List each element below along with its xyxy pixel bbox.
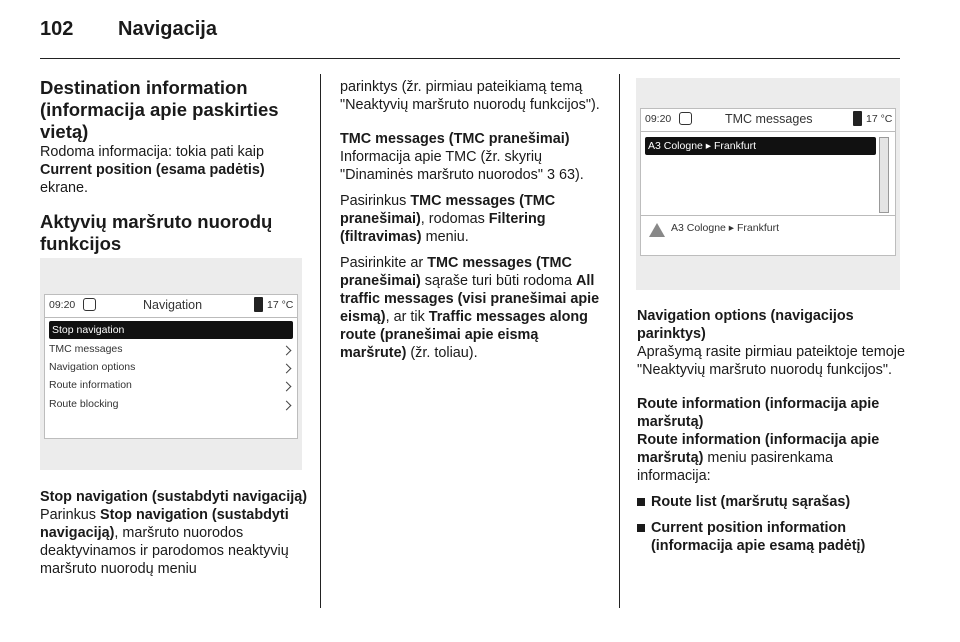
divider: [641, 215, 895, 216]
right-column: [637, 307, 905, 555]
menu-item-route-information[interactable]: Route information: [49, 379, 132, 391]
paragraph: Informacija apie TMC (žr. skyrių "Dinaminės maršruto nuorodos" 3 63).: [340, 149, 584, 183]
phone-icon: [853, 111, 862, 126]
scrollbar[interactable]: [879, 137, 889, 213]
status-bar: [45, 295, 297, 318]
stop-navigation-heading: Stop navigation (sustabdyti navigaciją): [40, 489, 308, 505]
active-guidance-heading: Aktyvių maršruto nuorodų funkcijos: [40, 211, 273, 254]
bullet-icon: [637, 524, 645, 532]
menu-item-tmc-messages[interactable]: TMC messages: [49, 343, 123, 355]
column-divider-left: [320, 74, 321, 608]
page-title: Navigacija: [118, 18, 217, 40]
chevron-right-icon: [282, 364, 292, 374]
clock-time: 09:20: [645, 113, 672, 125]
tmc-messages-heading: TMC messages (TMC pranešimai): [340, 131, 570, 147]
left-column: [40, 77, 308, 255]
menu-item-route-blocking[interactable]: Route blocking: [49, 398, 119, 410]
menu-item-stop-navigation[interactable]: Stop navigation: [49, 321, 293, 339]
left-column-lower: [40, 488, 312, 578]
menu-item-navigation-options[interactable]: Navigation options: [49, 361, 136, 373]
tmc-detail-text: A3 Cologne ▸ Frankfurt: [671, 222, 779, 234]
route-information-text: Route information (informacija apie maršrutą) meniu pasirenkama informacija:: [637, 432, 880, 484]
column-divider-right: [619, 74, 620, 608]
clock-icon: [679, 112, 692, 125]
page-reference-icon: 3: [546, 167, 555, 183]
warning-triangle-icon: [649, 223, 665, 237]
screen-title: TMC messages: [725, 112, 813, 126]
destination-text: Rodoma informacija: tokia pati kaip Current position (esama padėtis) ekrane.: [40, 144, 265, 196]
navigation-screen-image: [40, 258, 302, 470]
chevron-right-icon: [282, 382, 292, 392]
status-bar: [641, 109, 895, 132]
clock-icon: [83, 298, 96, 311]
tmc-screen-image: [636, 78, 900, 290]
tmc-list-item-selected[interactable]: A3 Cologne ▸ Frankfurt: [645, 137, 876, 155]
list-item: Route list (maršrutų sąrašas): [637, 493, 905, 511]
paragraph: parinktys (žr. pirmiau pateikiamą temą "Neaktyvių maršruto nuorodų funkcijos").: [340, 79, 600, 113]
navigation-screen: [44, 294, 298, 439]
bullet-icon: [637, 498, 645, 506]
clock-time: 09:20: [49, 299, 76, 311]
navigation-options-heading: Navigation options (navigacijos parinktys): [637, 308, 854, 342]
screen-title: Navigation: [143, 298, 203, 312]
paragraph: Pasirinkite ar TMC messages (TMC pranešimai) sąraše turi būti rodoma All traffic messages (visi pranešimai apie eismą), ar tik Traffic messages along route (pranešimai apie eismą maršrute) (žr. toliau).: [340, 255, 600, 361]
list-item: Current position information (informacija apie esamą padėtį): [637, 519, 905, 555]
stop-navigation-text: Parinkus Stop navigation (sustabdyti navigaciją), maršruto nuorodos deaktyvinamos ir parodomos neaktyvių maršruto nuorodų meniu: [40, 507, 289, 577]
chevron-right-icon: [282, 346, 292, 356]
tmc-screen: [640, 108, 896, 256]
header-rule: [40, 58, 900, 59]
destination-heading: Destination information (informacija apie paskirties vietą): [40, 77, 279, 142]
temperature: 17 °C: [267, 299, 294, 311]
chevron-right-icon: [282, 401, 292, 411]
page-number: 102: [40, 18, 74, 40]
middle-column: [340, 78, 602, 362]
navigation-options-text: Aprašymą rasite pirmiau pateiktoje temoje "Neaktyvių maršruto nuorodų funkcijos".: [637, 344, 905, 378]
temperature: 17 °C: [866, 113, 893, 125]
route-information-heading: Route information (informacija apie maršrutą): [637, 396, 880, 430]
phone-icon: [254, 297, 263, 312]
paragraph: Pasirinkus TMC messages (TMC pranešimai), rodomas Filtering (filtravimas) meniu.: [340, 193, 556, 245]
